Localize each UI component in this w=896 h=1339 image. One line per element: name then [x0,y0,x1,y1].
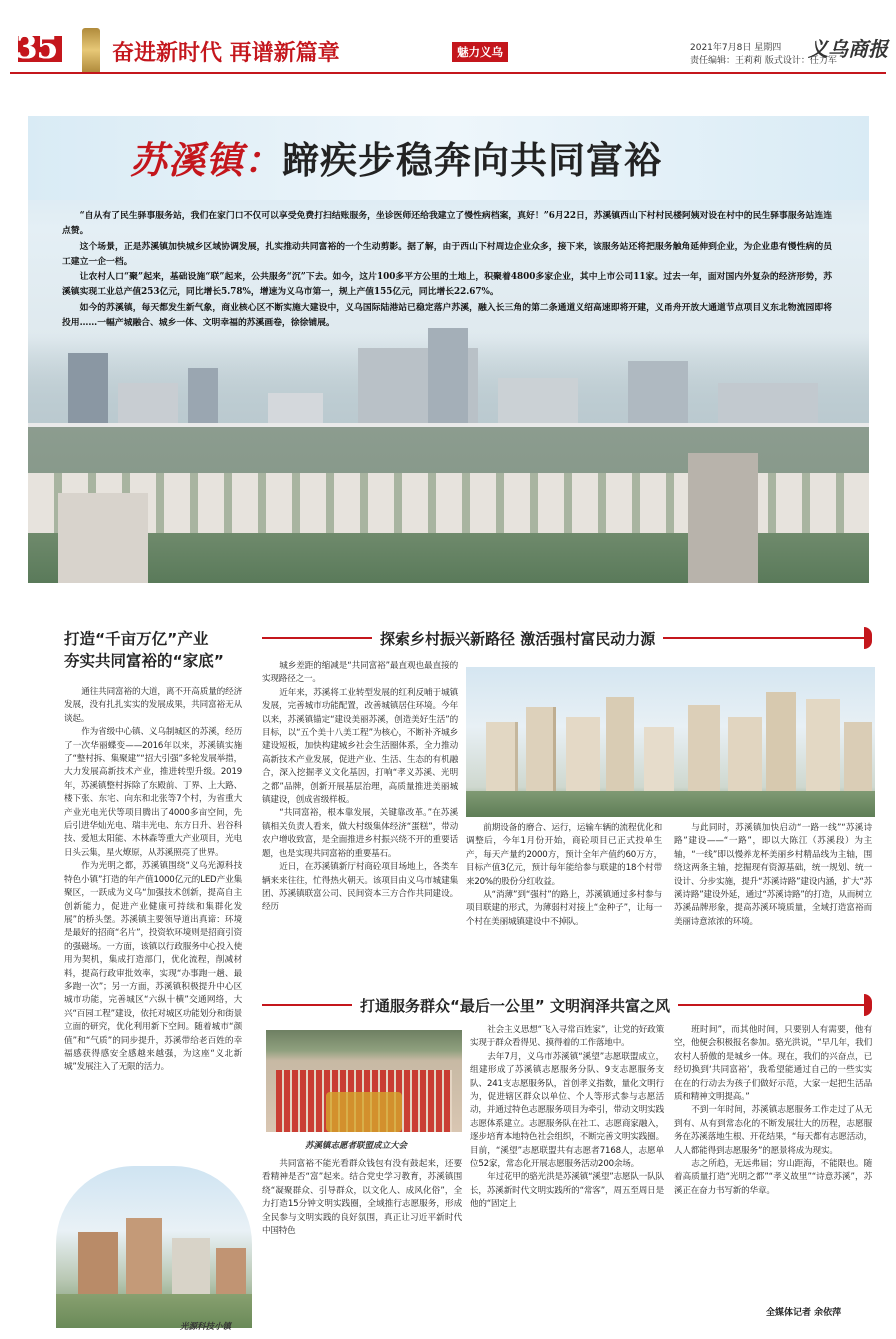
section1-col3 [674,822,872,929]
lead-paragraph: “自从有了民生驿事服务站，我们在家门口不仅可以享受免费打扫结账服务，坐诊医师还给我建立了慢性病档案，真好！”6月22日，苏溪镇西山下村村民楼阿姨对设在村中的民生驿事服务站连连点赞。 [62,211,832,237]
lead-paragraph: 这个场景，正是苏溪镇加快城乡区域协调发展，扎实推动共同富裕的一个生动剪影。据了解，由于西山下村周边企业众多，接下来，该服务站还将把服务触角延伸到企业，为企业患有慢性病的员工建立一企一档。 [62,241,832,267]
section2-paragraph: 志之所趋，无远弗届；穷山距海，不能限也。随着高质量打造“光明之都”“孝义故里”“诗意苏溪”，苏溪正在奋力书写新的华章。 [674,1159,872,1196]
left-article-heading [64,628,224,672]
title-place: 苏溪镇： [130,138,282,182]
lead-paragraphs [62,209,832,331]
byline: 全媒体记者 余依萍 [766,1308,842,1318]
section2-heading [262,994,872,1016]
lead-paragraph: 如今的苏溪镇，每天都发生新气象，商业核心区不断实施大建设中，义乌国际陆港站已稳定落户苏溪，融入长三角的第二条通道义绍高速即将开建，义甬舟开放大通道节点项目义东北物流园即将投用……一幅产城融合、城乡一体、文明幸福的苏溪画卷，徐徐铺展。 [62,302,832,329]
town-photo [56,1166,252,1328]
volunteer-gathering-photo [266,1030,462,1132]
left-heading-line1: 打造“千亩万亿”产业 [64,630,209,648]
left-paragraph: 通往共同富裕的大道，离不开高质量的经济发展，没有扎扎实实的发展成果，共同富裕无从谈起。 [64,687,242,724]
header-rule [10,72,886,74]
section1-paragraph: 近年来，苏溪将工业转型发展的红利反哺于城镇发展，完善城市功能配置，改善城镇居住环境。今年以来，苏溪镇锚定“建设美丽苏溪，创造美好生活”的目标，以“五个美十八美工程”为核心，不断补齐城乡建设短板，加快构建城乡社会生活圈体系，全力推动高新技术产业发展，促进产业、生活、生态的有机融合，深入挖掘孝义文化基因，打响“孝义苏溪、光明之都”品牌，创新开展基层治理，高质量推进美丽城镇建设，创成省级样板。 [262,687,458,806]
title-main: 蹄疾步稳奔向共同富裕 [282,139,662,182]
volunteer-photo-caption: 苏溪镇志愿者联盟成立大会 [305,1141,408,1151]
left-heading-line2: 夯实共同富裕的“家底” [64,652,224,670]
section2-paragraph: 社会主义思想“飞入寻常百姓家”，让党的好政策实现于群众看得见、摸得着的工作落地中。 [470,1025,664,1049]
section2-col2 [470,1024,664,1212]
header-slogan: 奋进新时代 再谱新篇章 [112,41,340,66]
lead-paragraph: 让农村人口“聚”起来，基础设施“联”起来，公共服务“沉”下去。如今，这片100多平方公里的土地上，积聚着4800多家企业，其中上市公司11家。过去一年，面对国内外复杂的经济形势，苏溪镇实现工业总产值253亿元，同比增长5.78%，增速为义乌市第一，规上产值155亿元，同比增长22.67%。 [62,272,832,298]
left-article-body [64,686,242,1075]
section1-heading [262,627,872,649]
section1-paragraph: 近日，在苏溪镇新厅村商砼项目场地上，各类车辆来来往往，忙得热火朝天。该项目由义乌市城建集团、苏溪镇联富公司、民间资本三方合作共同建设。经历 [262,862,458,913]
section2-paragraph: 年过花甲的骆光洪是苏溪镇“溪望”志愿队一队队长，苏溪新时代文明实践所的“常客”，周五至周日是他的“固定上 [470,1172,664,1210]
section2-heading-text: 打通服务群众“最后一公里” 文明润泽共富之风 [360,996,670,1015]
section2-col3 [674,1024,872,1198]
section1-paragraph: 从“消薄”到“强村”的路上，苏溪镇通过多村参与项目联建的形式，为薄弱村对接上“金种子”，让每一个村在美丽城镇建设中不掉队。 [466,890,662,927]
page-title [130,130,662,184]
town-photo-caption: 光源科技小镇 [180,1322,232,1332]
section1-paragraph: 前期设备的磨合、运行，运输车辆的流程优化和调整后，今年1月份开始，商砼项目已正式投单生产，每天产量约2000方，预计全年产值约60万方，目标产值3亿元，预计每年能给参与联建的18个村带来20%的股份分红收益。 [466,823,662,887]
issue-date: 2021年7月8日 星期四 [690,43,782,53]
section1-heading-text: 探索乡村振兴新路径 激活强村富民动力源 [380,629,656,648]
section-badge: 魅力义乌 [452,42,508,62]
residential-buildings-photo [466,667,875,817]
header-column-icon [82,28,100,72]
section2-paragraph: 共同富裕不能光看群众钱包有没有鼓起来，还要看精神是否“富”起来。结合党史学习教育，苏溪镇围绕“凝聚群众、引导群众，以文化人、成风化俗”，全力打造15分钟文明实践圈，全域推行志愿服务，形成全民参与文明实践的良好氛围，真正让习近平新时代中国特色 [262,1159,462,1237]
section2-paragraph: 班时间”，而其他时间，只要别人有需要，他有空，他便会积极报名参加。骆光洪说，“早几年，我们农村人骄傲的是城乡一体。现在，我们的兴奋点，已经切换到‘共同富裕’，我希望能通过自己的一些实实在在的行动去为孩子们做好示范，大家一起把生活品质和精神文明提高。” [674,1025,872,1103]
section1-paragraph: 城乡差距的缩减是“共同富裕”最直观也最直接的实现路径之一。 [262,661,458,685]
section2-paragraph: 去年7月，义乌市苏溪镇“溪望”志愿联盟成立，组建形成了苏溪镇志愿服务分队、9支志愿服务支队、241支志愿服务队，首创孝义指数，量化文明行为，促进辖区群众以单位、个人等形式参与志愿活动，并通过特色志愿服务项目为牵引，带动文明实践志愿体系建立。志愿服务队在社工、志愿商家融入，逐步培育本地特色社会组织，不断完善文明实践圈。目前，“溪望”志愿联盟共有志愿者7168人，志愿单位52家，常态化开展志愿服务活动200余场。 [470,1051,664,1170]
section2-paragraph: 不到一年时间，苏溪镇志愿服务工作走过了从无到有、从有到常态化的不断发展壮大的历程，志愿服务在苏溪落地生根、开花结果，“每天都有志愿活动，人人都能得到志愿服务”的愿景将成为现实。 [674,1105,872,1156]
page-number: 35 [16,30,58,66]
editors-credit: 责任编辑：王莉莉 版式设计：任力军 [690,56,837,66]
left-paragraph: 作为省级中心镇、义乌制城区的苏溪，经历了一次华丽蝶变——2016年以来，苏溪镇实施了“整村拆、集聚建”“招大引强”多轮发展举措，大力发展高新技术产业，推进转型升级。2019年，苏溪镇整村拆除了东殿前、丁界、上大路、楼下张、东宅、向东和北张等7个村，为省重大产业光电光伏等项目腾出了4000多亩空间，先后引进华灿光电、瑞丰光电、东方日升、岩谷科技、爱旭太阳能、木林森等重大产业项目，光电日头云集，星火燎原，从苏溪照亮了世界。 [64,727,242,858]
section1-col2 [466,822,662,929]
section2-col1 [262,1158,462,1238]
newspaper-logo: 义乌商报 [808,37,888,61]
left-paragraph: 作为光明之都，苏溪镇围绕“义乌光源科技特色小镇”打造的年产值1000亿元的LED产业集聚区，一跃成为义乌“加强技术创新，提高自主创新能力，促进产业健康可持续和集群化发展”的桥头堡。苏溪镇主要领导道出真谛：环境是最好的招商“名片”，投资软环境则是招商引资的强磁场。一方面，该镇以行政服务中心投入使用为契机，集成打造部门，优化流程，削减材料，提高行政审批效率，实现“办事跑一趟、最多跑一次”；另一方面，苏溪镇积极提升中心区城市功能，完善城区“六纵十横”交通网络，大兴“百园工程”建设，依托对城区功能划分和街景立面的研究，优化利用新下空间。随着城市“颜值”和“气质”的同步提升，苏溪带给老百姓的幸福感获得感安全感越来越强，为这座“义北新城”发展注入了无限的活力。 [64,861,242,1073]
section1-paragraph: “共同富裕，根本靠发展，关键靠改革。”在苏溪镇相关负责人看来，做大村级集体经济“蛋糕”，带动农户增收致富，是全面推进乡村振兴绕不开的重要话题，也是实现共同富裕的重要基石。 [262,808,458,859]
section1-paragraph: 与此同时，苏溪镇加快启动“一路一线”“苏溪诗路”建设——“一路”，即以大陈江（苏溪段）为主轴，“一线”即以慢养龙杯美丽乡村精品线为主轴，围绕这两条主轴，挖掘现有资源基础，统一规划、统一设计、分步实施，提升“苏溪诗路”建设内涵，扩大“苏溪诗路”建设外延，通过“苏溪诗路”的打造，从而树立苏溪品牌形象，提高苏溪环境质量，全域打造富裕而美丽诗意浓浓的环境。 [674,823,872,927]
section1-col1 [262,660,458,915]
